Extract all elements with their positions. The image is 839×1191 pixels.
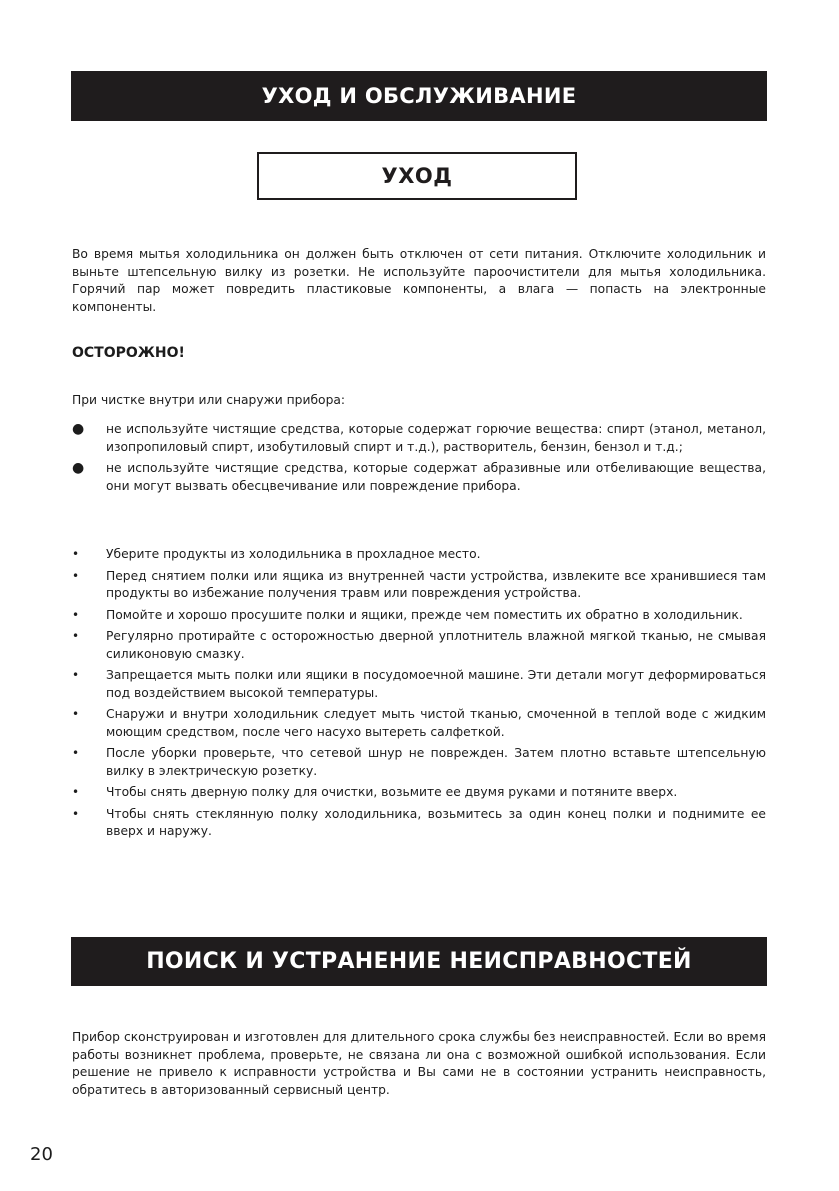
- bullet-icon: •: [72, 629, 80, 643]
- bullet-icon: •: [72, 785, 80, 799]
- bullet-icon: •: [72, 607, 80, 622]
- list-item: [72, 784, 766, 802]
- list-item: [72, 667, 766, 702]
- warning-list: [72, 421, 766, 499]
- troubleshooting-paragraph: Прибор сконструирован и изготовлен для длительного срока службы без неисправностей. Если во время работы возникнет проблема, проверьте, не связана ли она с возможной ошибкой использования. Если решение не привело к исправности устройства и Вы сами не в состоянии устранить неисправность, обратитесь в авторизованный сервисный центр.: [72, 1030, 766, 1097]
- list-item-text: Перед снятием полки или ящика из внутренней части устройства, извлеките все хранившиеся там продукты во избежание получения травм или повреждения устройства.: [106, 568, 766, 600]
- page-number: 20: [30, 1144, 53, 1165]
- list-item-text: Снаружи и внутри холодильник следует мыть чистой тканью, смоченной в теплой воде с жидким моющим средством, после чего насухо вытереть салфеткой.: [106, 707, 766, 739]
- list-item-text: Чтобы снять дверную полку для очистки, возьмите ее двумя руками и потяните вверх.: [106, 785, 678, 799]
- list-item-text: Помойте и хорошо просушите полки и ящики, прежде чем поместить их обратно в холодильник.: [106, 607, 743, 622]
- list-item: [72, 421, 766, 456]
- list-item: [72, 546, 766, 564]
- list-item: [72, 568, 766, 603]
- troubleshooting-title: ПОИСК И УСТРАНЕНИЕ НЕИСПРАВНОСТЕЙ: [146, 949, 692, 974]
- subsection-title-box: [257, 152, 577, 200]
- bullet-icon: •: [72, 547, 80, 561]
- warning-lead: При чистке внутри или снаружи прибора:: [72, 393, 346, 407]
- list-item: [72, 460, 766, 495]
- bullet-icon: ●: [72, 421, 85, 437]
- list-item: [72, 628, 766, 663]
- bullet-icon: •: [72, 746, 80, 760]
- bullet-icon: •: [72, 668, 80, 682]
- list-item-text: Уберите продукты из холодильника в прохладное место.: [106, 547, 481, 561]
- section-title-banner: [71, 71, 767, 121]
- warning-title: ОСТОРОЖНО!: [72, 345, 185, 361]
- care-list: [72, 546, 766, 845]
- subsection-title: УХОД: [381, 164, 453, 188]
- list-item: [72, 607, 766, 625]
- list-item-text: Регулярно протирайте с осторожностью дверной уплотнитель влажной мягкой тканью, не смывая силиконовую смазку.: [106, 629, 766, 661]
- list-item-text: Чтобы снять стеклянную полку холодильника, возьмитесь за один конец полки и поднимите ее вверх и наружу.: [106, 806, 766, 838]
- bullet-icon: ●: [72, 460, 85, 476]
- troubleshooting-title-banner: [71, 937, 767, 986]
- list-item: [72, 806, 766, 841]
- list-item-text: После уборки проверьте, что сетевой шнур не поврежден. Затем плотно вставьте штепсельную вилку в электрическую розетку.: [106, 746, 766, 778]
- bullet-icon: •: [72, 707, 80, 721]
- list-item-text: Запрещается мыть полки или ящики в посудомоечной машине. Эти детали могут деформироваться под воздействием высокой температуры.: [106, 668, 766, 700]
- list-item: [72, 745, 766, 780]
- list-item-text: не используйте чистящие средства, которые содержат горючие вещества: спирт (этанол, метанол, изопропиловый спирт, изобутиловый спирт и т.д.), растворитель, бензин, бензол и т.д.;: [106, 422, 766, 454]
- list-item: [72, 706, 766, 741]
- list-item-text: не используйте чистящие средства, которые содержат абразивные или отбеливающие вещества, они могут вызвать обесцвечивание или повреждение прибора.: [106, 461, 766, 493]
- intro-paragraph: Во время мытья холодильника он должен быть отключен от сети питания. Отключите холодильник и выньте штепсельную вилку из розетки. Не используйте пароочистители для мытья холодильника. Горячий пар может повредить пластиковые компоненты, а влага — попасть на электронные компоненты.: [72, 247, 766, 314]
- bullet-icon: •: [72, 568, 80, 583]
- bullet-icon: •: [72, 806, 80, 821]
- section-title: УХОД И ОБСЛУЖИВАНИЕ: [261, 84, 577, 108]
